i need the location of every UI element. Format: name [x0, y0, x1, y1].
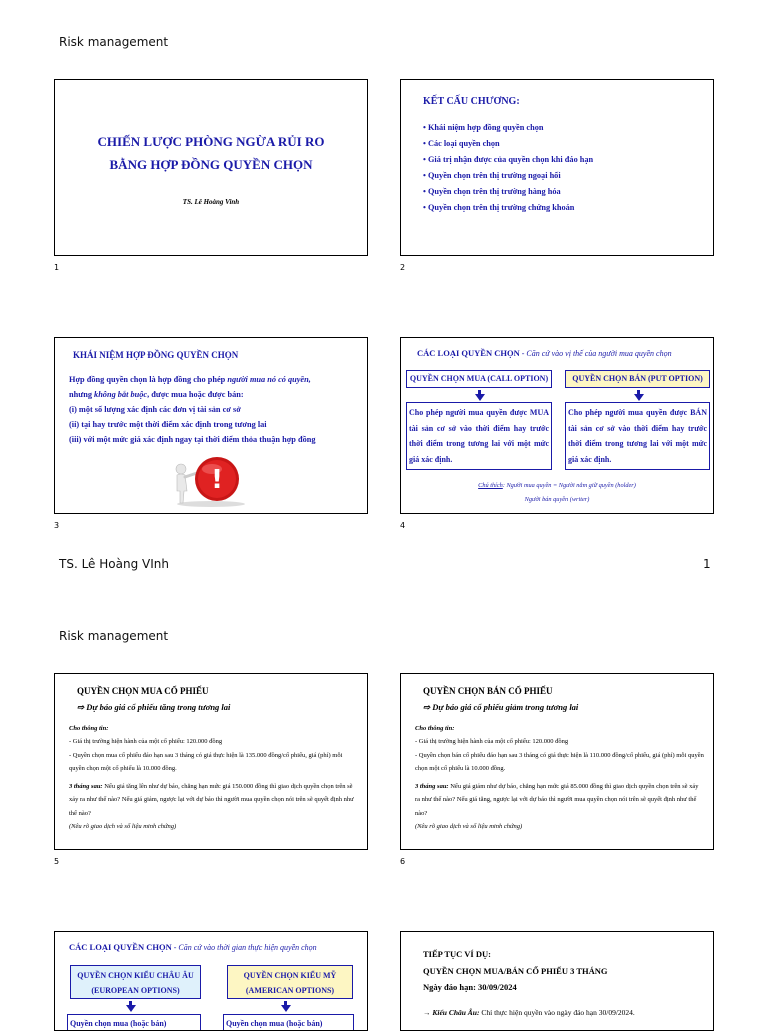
- down-arrow-icon: [634, 394, 644, 401]
- put-option-box: QUYỀN CHỌN BÁN (PUT OPTION): [565, 370, 710, 388]
- down-arrow-icon: [126, 1005, 136, 1012]
- condition-2: (ii) tại hay trước một thời điểm xác định trong tương lai: [69, 420, 267, 429]
- put-option-description: Cho phép người mua quyền được BÁN tài sản cơ sở vào thời điểm hay trước thời điểm trong tương lai với một mức giá xác định.: [565, 402, 710, 470]
- slide-2[interactable]: [400, 79, 714, 256]
- slide-7[interactable]: [54, 931, 368, 1031]
- condition-1: (i) một số lượng xác định các đơn vị tài sản cơ sở: [69, 405, 241, 414]
- european-exercise-note: → Kiểu Châu Âu: Chỉ thực hiện quyền vào ngày đáo hạn 30/09/2024.: [423, 1008, 635, 1017]
- slide-4[interactable]: [400, 337, 714, 514]
- call-stock-subheading: ⇨ Dự báo giá cổ phiếu tăng trong tương lai: [77, 702, 231, 712]
- page-header: Risk management: [59, 35, 169, 49]
- slide-6[interactable]: [400, 673, 714, 850]
- continued-example: TIẾP TỤC VÍ DỤ: QUYỀN CHỌN MUA/BÁN CỔ PHIẾU 3 THÁNG Ngày đáo hạn: 30/09/2024: [423, 949, 608, 992]
- list-item: • Quyền chọn trên thị trường chứng khoán: [423, 203, 575, 212]
- american-option-description: Quyền chọn mua (hoặc bán): [223, 1014, 354, 1031]
- list-item: • Quyền chọn trên thị trường ngoại hối: [423, 171, 561, 180]
- put-stock-subheading: ⇨ Dự báo giá cổ phiếu giảm trong tương lai: [423, 702, 579, 712]
- slide-number: 4: [400, 521, 406, 530]
- condition-3: (iii) với một mức giá xác định ngay tại thời điểm thỏa thuận hợp đồng: [69, 435, 316, 444]
- option-concept-heading: KHÁI NIỆM HỢP ĐỒNG QUYỀN CHỌN: [73, 350, 239, 360]
- call-stock-heading: QUYỀN CHỌN MUA CỔ PHIẾU: [77, 686, 209, 696]
- alert-figure-icon: [171, 455, 251, 507]
- call-example-body: Cho thông tin: - Giá thị trường hiện hành của một cổ phiếu: 120.000 đồng - Quyền chọn mua cổ phiếu đáo hạn sau 3 tháng có giá thực hiện là 135.000 đồng/cổ phiếu, giá (phí) mỗi quyền chọn một cổ phiếu là 10.000 đồng. 3 tháng sau: Nếu giá tăng lên như dự báo, chẳng hạn mức giá 150.000 đồng thì giao dịch quyền chọn trên sẽ xảy ra như thế nào? Nếu giá giảm, ngược lại với dự báo thì người mua quyền chọn nói trên sẽ quyết định như thế nào? (Nêu rõ giao dịch và số liệu minh chứng): [69, 725, 354, 831]
- option-types-heading-2: CÁC LOẠI QUYỀN CHỌN - Căn cứ vào thời gian thực hiện quyền chọn: [69, 942, 317, 952]
- list-item: • Giá trị nhận được của quyền chọn khi đáo hạn: [423, 155, 594, 164]
- list-item: • Các loại quyền chọn: [423, 139, 500, 148]
- option-definition: Hợp đồng quyền chọn là hợp đồng cho phép người mua nó có quyền, nhưng không bắt buộc, được mua hoặc được bán: (i) một số lượng xác định các đơn vị tài sản cơ sở (ii) tại hay trước một thời điểm xác định trong tương lai (iii) với một mức giá xác định ngay tại thời điểm thỏa thuận hợp đồng: [69, 372, 357, 447]
- page-footer-author: TS. Lê Hoàng VInh: [59, 557, 169, 571]
- put-example-body: Cho thông tin: - Giá thị trường hiện hành của một cổ phiếu: 120.000 đồng - Quyền chọn bán cổ phiếu đáo hạn sau 3 tháng có giá thực hiện là 110.000 đồng/cổ phiếu, giá (phí) mỗi quyền chọn một cổ phiếu là 10.000 đồng. 3 tháng sau: Nếu giá giảm như dự báo, chẳng hạn mức giá 85.000 đồng thì giao dịch quyền chọn trên sẽ xảy ra như thế nào? Nếu giá tăng, ngược lại với dự báo thì người mua quyền chọn nói trên sẽ quyết định như thế nào? (Nêu rõ giao dịch và số liệu minh chứng): [415, 725, 704, 831]
- slide-number: 5: [54, 857, 60, 866]
- slide-number: 1: [54, 263, 60, 272]
- list-item: • Quyền chọn trên thị trường hàng hóa: [423, 187, 561, 196]
- down-arrow-icon: [281, 1005, 291, 1012]
- option-types-heading: CÁC LOẠI QUYỀN CHỌN - Căn cứ vào vị thế của người mua quyền chọn: [417, 348, 672, 358]
- footnote-line-2: Người bán quyền (writer): [524, 496, 590, 503]
- footnote: Chú thích: Người mua quyền = Người nắm giữ quyền (holder): [478, 482, 636, 489]
- exclamation-mark: !: [211, 465, 223, 495]
- chapter-structure-heading: KẾT CẤU CHƯƠNG:: [423, 96, 520, 107]
- slide-number: 2: [400, 263, 406, 272]
- list-item: • Khái niệm hợp đồng quyền chọn: [423, 123, 544, 132]
- slide-1[interactable]: [54, 79, 368, 256]
- european-option-description: Quyền chọn mua (hoặc bán): [67, 1014, 201, 1031]
- put-stock-heading: QUYỀN CHỌN BÁN CỔ PHIẾU: [423, 686, 553, 696]
- title-line-2: BẰNG HỢP ĐỒNG QUYỀN CHỌN: [109, 157, 313, 172]
- title-line-1: CHIẾN LƯỢC PHÒNG NGỪA RỦI RO: [97, 134, 325, 149]
- down-arrow-icon: [475, 394, 485, 401]
- call-option-box: QUYỀN CHỌN MUA (CALL OPTION): [406, 370, 552, 388]
- slide-1-title: [55, 130, 367, 176]
- european-option-box: QUYỀN CHỌN KIỂU CHÂU ÂU (EUROPEAN OPTIONS): [70, 965, 201, 999]
- slide-number: 3: [54, 521, 60, 530]
- american-option-box: QUYỀN CHỌN KIỂU MỸ (AMERICAN OPTIONS): [227, 965, 353, 999]
- slide-number: 6: [400, 857, 406, 866]
- slide-8[interactable]: [400, 931, 714, 1031]
- slide-3[interactable]: [54, 337, 368, 514]
- call-option-description: Cho phép người mua quyền được MUA tài sản cơ sở vào thời điểm hay trước thời điểm trong tương lai với một mức giá xác định.: [406, 402, 552, 470]
- slide-1-author: TS. Lê Hoàng Vinh: [182, 198, 240, 206]
- page-number: 1: [703, 557, 711, 571]
- page-header: Risk management: [59, 629, 169, 643]
- chapter-outline-list: [423, 120, 593, 216]
- slide-5[interactable]: [54, 673, 368, 850]
